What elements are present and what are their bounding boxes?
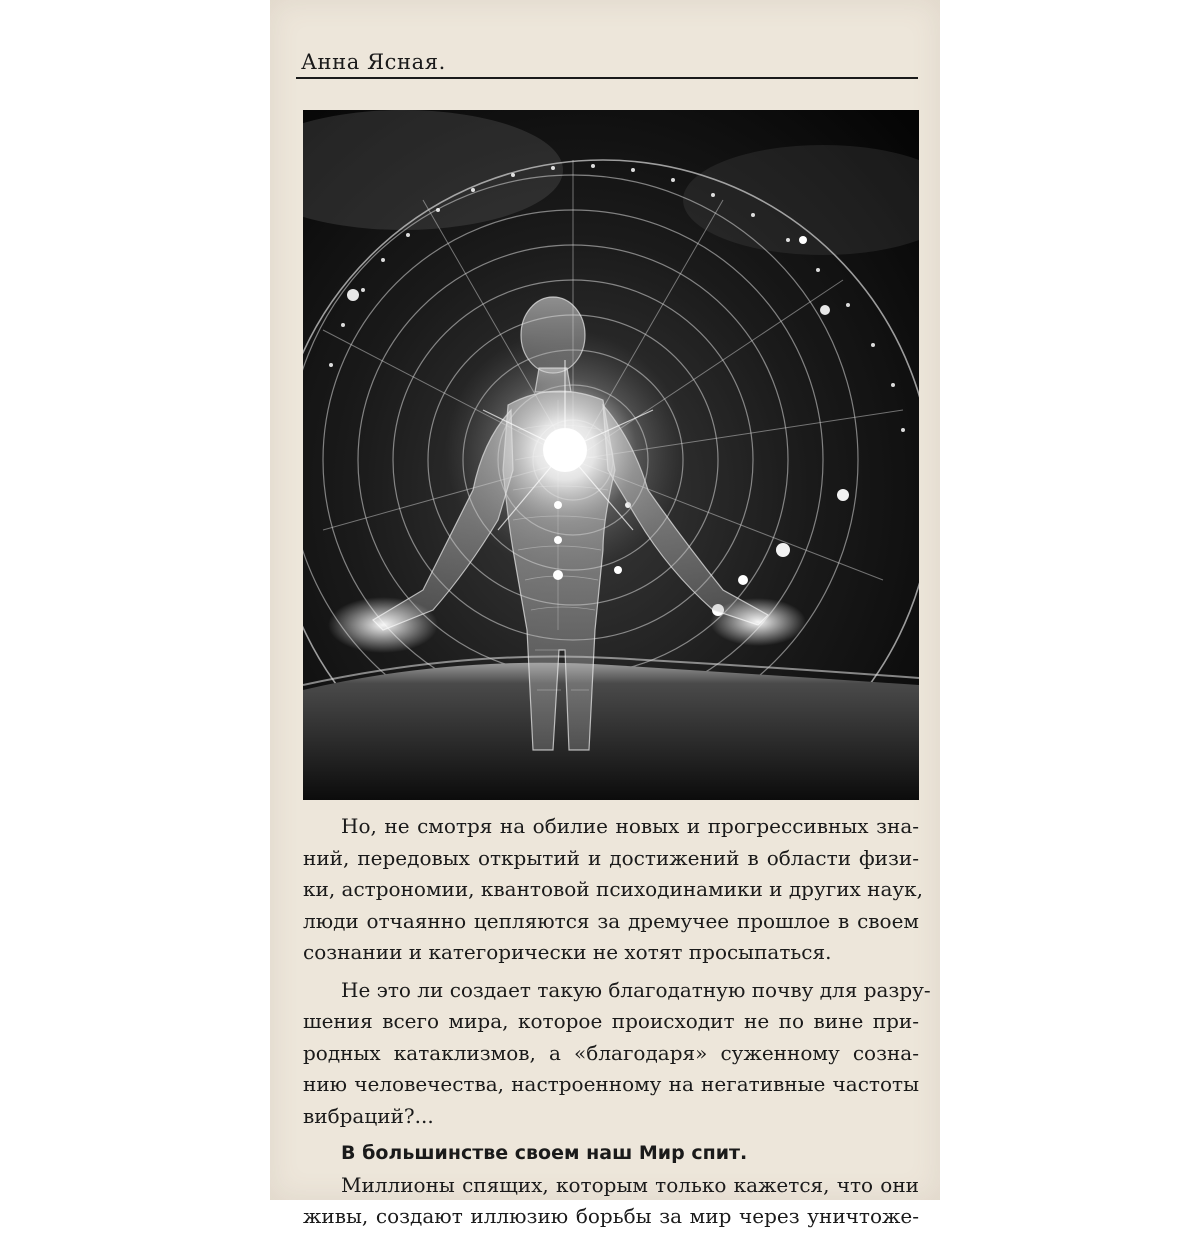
header-rule (296, 77, 918, 79)
text-line: родных катаклизмов, а «благодаря» суженному созна- (303, 1040, 919, 1065)
text-line: шения всего мира, которое происходит не по вине при- (303, 1009, 919, 1033)
text-line: сознании и категорически не хотят просыпаться. (303, 940, 832, 964)
paragraph-3 (303, 1170, 919, 1233)
text-line: живы, создают иллюзию борьбы за мир через уничтоже- (303, 1204, 919, 1228)
text-line: нию человечества, настроенному на негативные частоты (303, 1072, 919, 1096)
bold-heading (303, 1138, 919, 1170)
text-line: вибраций?... (303, 1103, 434, 1128)
text-line: ки, астрономии, квантовой психодинамики и других наук, (303, 877, 924, 901)
text-line: ний, передовых открытий и достижений в области физи- (303, 845, 919, 870)
illustration (303, 110, 919, 800)
text-line: люди отчаянно цепляются за дремучее прошлое в своем (303, 908, 919, 933)
text-line: Миллионы спящих, которым только кажется, что они (341, 1172, 919, 1197)
paragraph-2 (303, 975, 931, 1133)
paragraph-1 (303, 811, 924, 969)
text-line: Не это ли создает такую благодатную почву для разру- (341, 977, 931, 1002)
body-text (303, 811, 931, 1233)
heading-line: В большинстве своем наш Мир спит. (341, 1142, 748, 1164)
running-title: Анна Ясная. (301, 50, 446, 74)
glowing-human-figure-cosmic-sphere-icon (303, 110, 919, 800)
text-line: Но, не смотря на обилие новых и прогрессивных зна- (341, 814, 919, 838)
